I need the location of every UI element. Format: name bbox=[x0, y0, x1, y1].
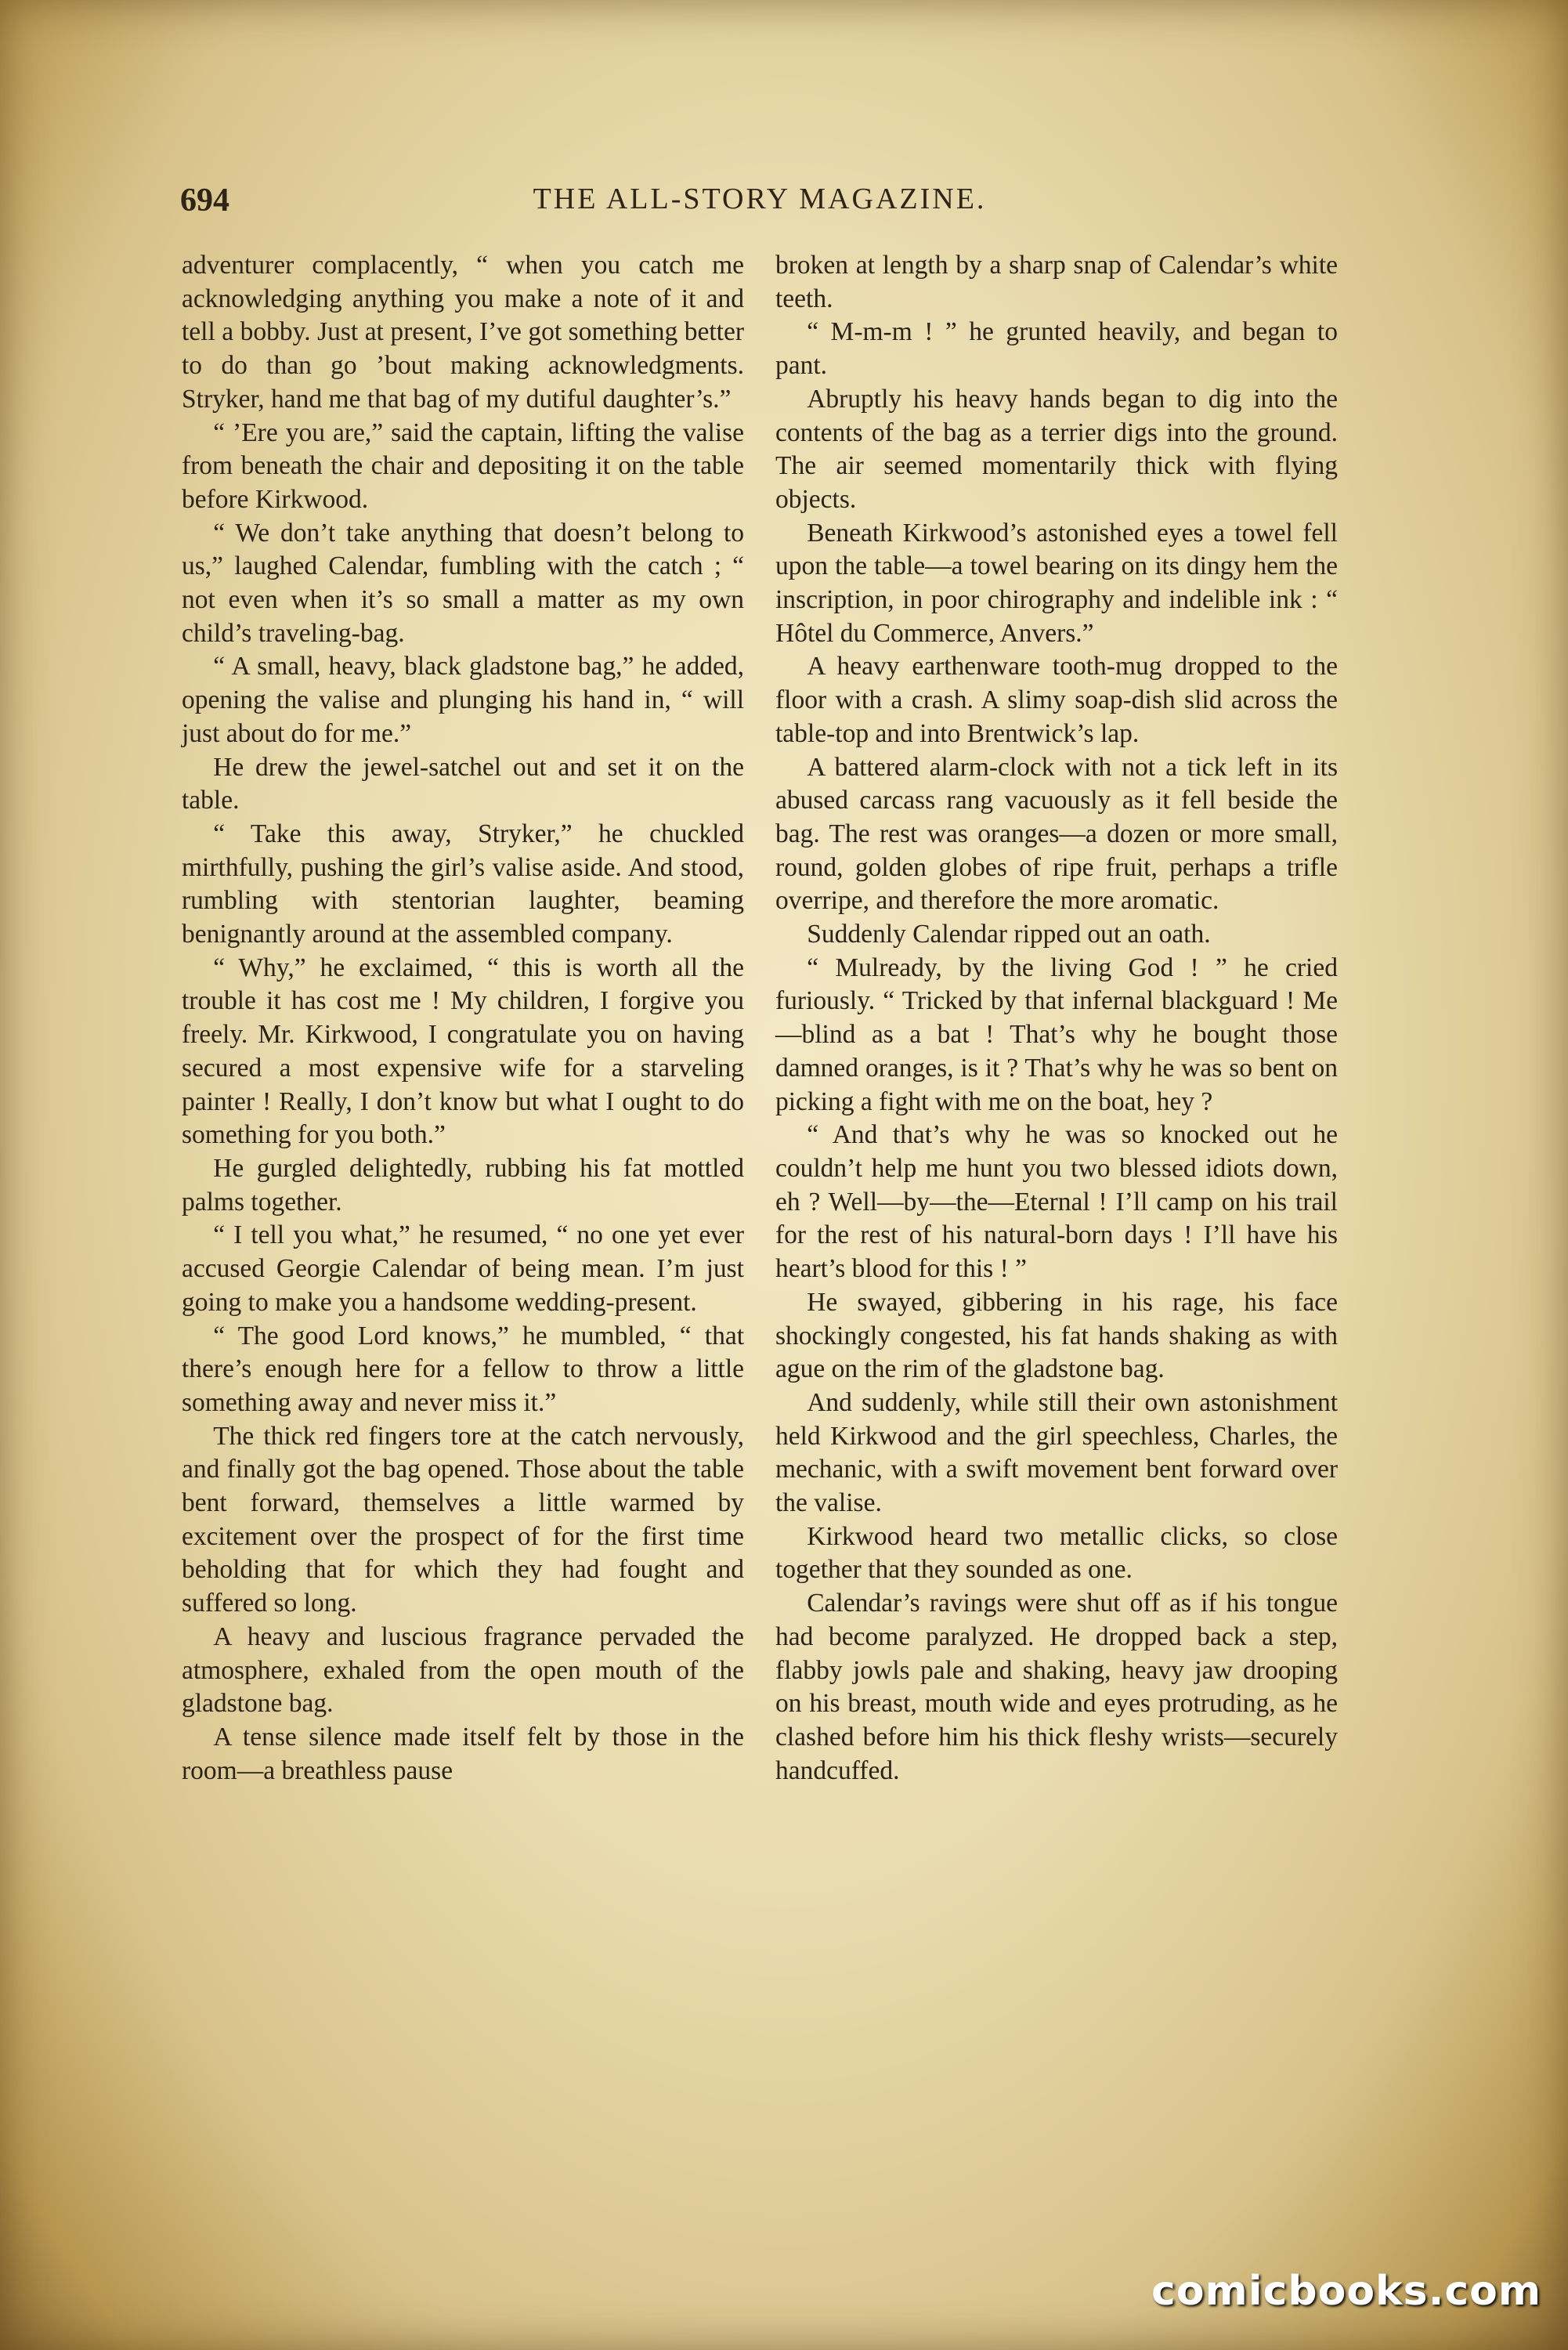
paragraph: A battered alarm-clock with not a tick left in its abused carcass rang vacuously as it fell beside the bag. The rest was oranges—a dozen or more small, round, golden globes of ripe fruit, perhaps a trifle overripe, and therefore the more aromatic. bbox=[775, 752, 1338, 916]
paragraph: “ I tell you what,” he resumed, “ no one yet ever accused Georgie Calendar of being mean. I’m just going to make you a handsome wedding-present. bbox=[182, 1220, 744, 1317]
paragraph: He gurgled delightedly, rubbing his fat mottled palms together. bbox=[182, 1153, 744, 1217]
paragraph: “ The good Lord knows,” he mumbled, “ that there’s enough here for a fellow to throw a little something away and never miss it.” bbox=[182, 1321, 744, 1417]
page-header bbox=[180, 182, 1339, 229]
running-title: THE ALL-STORY MAGAZINE. bbox=[533, 183, 987, 215]
page-number: 694 bbox=[180, 183, 229, 219]
paragraph: Beneath Kirkwood’s astonished eyes a towel fell upon the table—a towel bearing on its dingy hem the inscription, in poor chirography and indelible ink : “ Hôtel du Commerce, Anvers.” bbox=[775, 518, 1338, 648]
paragraph: “ And that’s why he was so knocked out he couldn’t help me hunt you two blessed idiots down, eh ? Well—by—the—Eternal ! I’ll camp on his trail for the rest of his natural-born days ! I’ll have his heart’s blood for this ! ” bbox=[775, 1120, 1338, 1284]
paragraph: “ M-m-m ! ” he grunted heavily, and began to pant. bbox=[775, 317, 1338, 381]
paragraph: He swayed, gibbering in his rage, his face shockingly congested, his fat hands shaking as with ague on the rim of the gladstone bag. bbox=[775, 1287, 1338, 1384]
paragraph: adventurer complacently, “ when you catch me acknowledging anything you make a note of it and tell a bobby. Just at present, I’ve got something better to do than go ’bout making acknowledgments. Stryker, hand me that bag of my dutiful daughter’s.” bbox=[182, 251, 744, 414]
paragraph: broken at length by a sharp snap of Calendar’s white teeth. bbox=[775, 251, 1338, 313]
paragraph: A heavy earthenware tooth-mug dropped to the floor with a crash. A slimy soap-dish slid across the table-top and into Brentwick’s lap. bbox=[775, 652, 1338, 748]
right-column bbox=[775, 249, 1338, 1788]
paragraph: Abruptly his heavy hands began to dig into the contents of the bag as a terrier digs into the ground. The air seemed momentarily thick with flying objects. bbox=[775, 384, 1338, 514]
paragraph: Suddenly Calendar ripped out an oath. bbox=[807, 920, 1211, 949]
paragraph: “ Why,” he exclaimed, “ this is worth all the trouble it has cost me ! My children, I forgive you freely. Mr. Kirkwood, I congratulate you on having secured a most expensive wife for a starveling painter ! Really, I don’t know but what I ought to do something for you both.” bbox=[182, 953, 744, 1150]
paragraph: “ A small, heavy, black gladstone bag,” he added, opening the valise and plunging his hand in, “ will just about do for me.” bbox=[182, 652, 744, 748]
paragraph: And suddenly, while still their own astonishment held Kirkwood and the girl speechless, Charles, the mechanic, with a swift movement bent forward over the valise. bbox=[775, 1387, 1338, 1518]
left-column bbox=[182, 249, 744, 1788]
paragraph: “ We don’t take anything that doesn’t belong to us,” laughed Calendar, fumbling with the catch ; “ not even when it’s so small a matter as my own child’s traveling-bag. bbox=[182, 518, 744, 648]
paragraph: A tense silence made itself felt by those in the room—a breathless pause bbox=[182, 1722, 744, 1785]
paragraph: “ Mulready, by the living God ! ” he cried furiously. “ Tricked by that infernal blackguard ! Me—blind as a bat ! That’s why he bought those damned oranges, is it ? That’s why he was so bent on picking a fight with me on the boat, hey ? bbox=[775, 953, 1338, 1116]
paragraph: “ ’Ere you are,” said the captain, lifting the valise from beneath the chair and depositing it on the table before Kirkwood. bbox=[182, 418, 744, 514]
paragraph: Calendar’s ravings were shut off as if his tongue had become paralyzed. He dropped back a step, flabby jowls pale and shaking, heavy jaw drooping on his breast, mouth wide and eyes protruding, as he clashed before him his thick fleshy wrists—securely handcuffed. bbox=[775, 1589, 1338, 1785]
paragraph: Kirkwood heard two metallic clicks, so close together that they sounded as one. bbox=[775, 1521, 1338, 1585]
watermark: comicbooks.com bbox=[1151, 2268, 1542, 2315]
paragraph: The thick red fingers tore at the catch nervously, and finally got the bag opened. Those about the table bent forward, themselves a little warmed by excitement over the prospect of for the first time beholding that for which they had fought and suffered so long. bbox=[182, 1421, 744, 1618]
paragraph: He drew the jewel-satchel out and set it on the table. bbox=[182, 752, 744, 815]
paragraph: A heavy and luscious fragrance pervaded the atmosphere, exhaled from the open mouth of the gladstone bag. bbox=[182, 1622, 744, 1719]
paragraph: “ Take this away, Stryker,” he chuckled mirthfully, pushing the girl’s valise aside. And stood, rumbling with stentorian laughter, beaming benignantly around at the assembled company. bbox=[182, 819, 744, 949]
